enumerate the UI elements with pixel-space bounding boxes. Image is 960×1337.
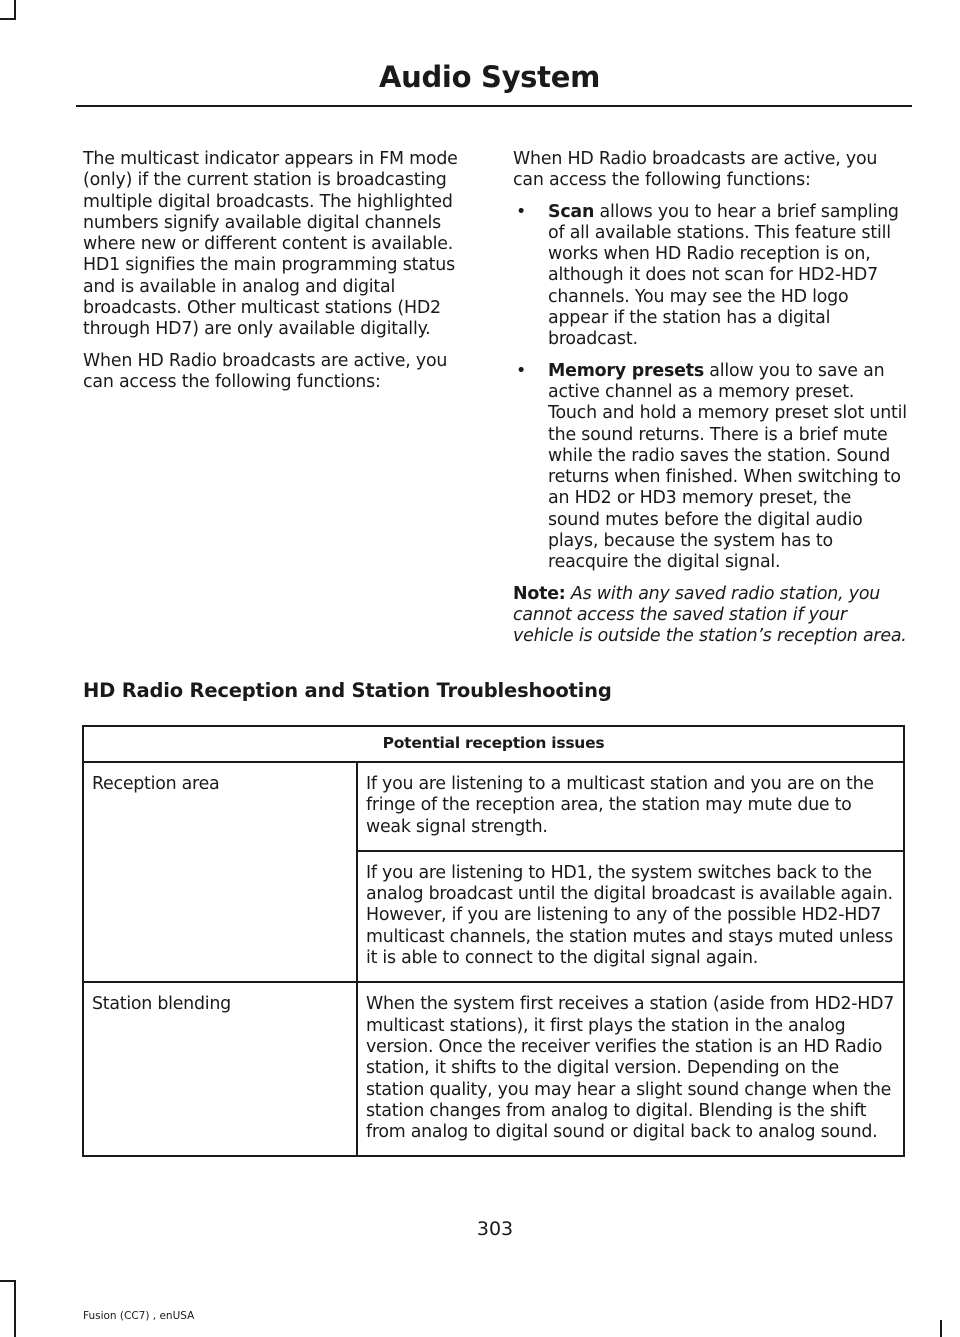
page-number: 303: [476, 1218, 514, 1240]
table-cell-cause-continued: [83, 851, 357, 982]
term-scan: Scan: [548, 201, 595, 222]
table-cell-detail: If you are listening to HD1, the system switches back to the analog broadcast until the digital broadcast is available again. However, if you are listening to any of the possible HD2-HD7 multicast channels, the station mutes and stays muted unless it is able to connect to the digital signal again.: [357, 851, 904, 982]
term-memory-presets: Memory presets: [548, 360, 704, 381]
crop-mark-bottom-left-horizontal: [0, 1280, 16, 1282]
functions-list: [513, 202, 907, 574]
list-item-scan: [513, 202, 907, 351]
right-column: [513, 149, 907, 658]
page-title: Audio System: [378, 60, 600, 94]
crop-mark-bottom-left-vertical: [14, 1280, 16, 1337]
list-item-memory-presets: [513, 361, 907, 574]
scan-description: allows you to hear a brief sampling of all available stations. This feature still works when HD Radio reception is on, although it does not scan for HD2-HD7 channels. You may see the HD logo appear if the station has a digital broadcast.: [548, 201, 899, 350]
memory-presets-description: allow you to save an active channel as a memory preset. Touch and hold a memory preset slot until the sound returns. There is a brief mute while the radio saves the station. Sound returns when finished. When switching to an HD2 or HD3 memory preset, the sound mutes before the digital audio plays, because the system has to reacquire the digital signal.: [548, 360, 907, 573]
note: [513, 584, 907, 648]
table-row: [83, 851, 904, 982]
header-rule: [76, 105, 912, 107]
reception-issues-table: [82, 725, 905, 1157]
table-cell-cause: Station blending: [83, 982, 357, 1156]
crop-mark-top-left-horizontal: [0, 18, 16, 20]
table-cell-cause: Reception area: [83, 762, 357, 851]
table-header-row: [83, 726, 904, 762]
table-cell-detail: When the system first receives a station (aside from HD2-HD7 multicast stations), it first plays the station in the analog version. Once the receiver verifies the station is an HD Radio station, it shifts to the digital version. Depending on the station quality, you may hear a slight sound change when the station changes from analog to digital. Blending is the shift from analog to digital sound or digital back to analog sound.: [357, 982, 904, 1156]
table-row: [83, 762, 904, 851]
table-row: [83, 982, 904, 1156]
left-column: [83, 149, 475, 403]
crop-mark-bottom-right-vertical: [940, 1320, 942, 1337]
note-text: As with any saved radio station, you cannot access the saved station if your vehicle is outside the station’s reception area.: [513, 583, 907, 647]
table-header: Potential reception issues: [83, 726, 904, 762]
note-label: Note:: [513, 583, 566, 604]
paragraph-functions-intro: When HD Radio broadcasts are active, you can access the following functions:: [513, 149, 878, 191]
crop-mark-top-left-vertical: [14, 0, 16, 20]
bullet-glyph: •: [516, 360, 527, 381]
footer-text: Fusion (CC7) , enUSA: [83, 1310, 195, 1322]
bullet-glyph: •: [516, 201, 527, 222]
paragraph-hd-functions-intro: When HD Radio broadcasts are active, you can access the following functions:: [83, 350, 448, 392]
paragraph-multicast-indicator: The multicast indicator appears in FM mode (only) if the current station is broadcasting multiple digital broadcasts. The highlighted numbers signify available digital channels where new or different content is available. HD1 signifies the main programming status and is available in analog and digital broadcasts. Other multicast stations (HD2 through HD7) are only available digitally.: [83, 149, 458, 340]
section-title: HD Radio Reception and Station Troubleshooting: [83, 679, 612, 702]
table-cell-detail: If you are listening to a multicast station and you are on the fringe of the reception area, the station may mute due to weak signal strength.: [357, 762, 904, 851]
